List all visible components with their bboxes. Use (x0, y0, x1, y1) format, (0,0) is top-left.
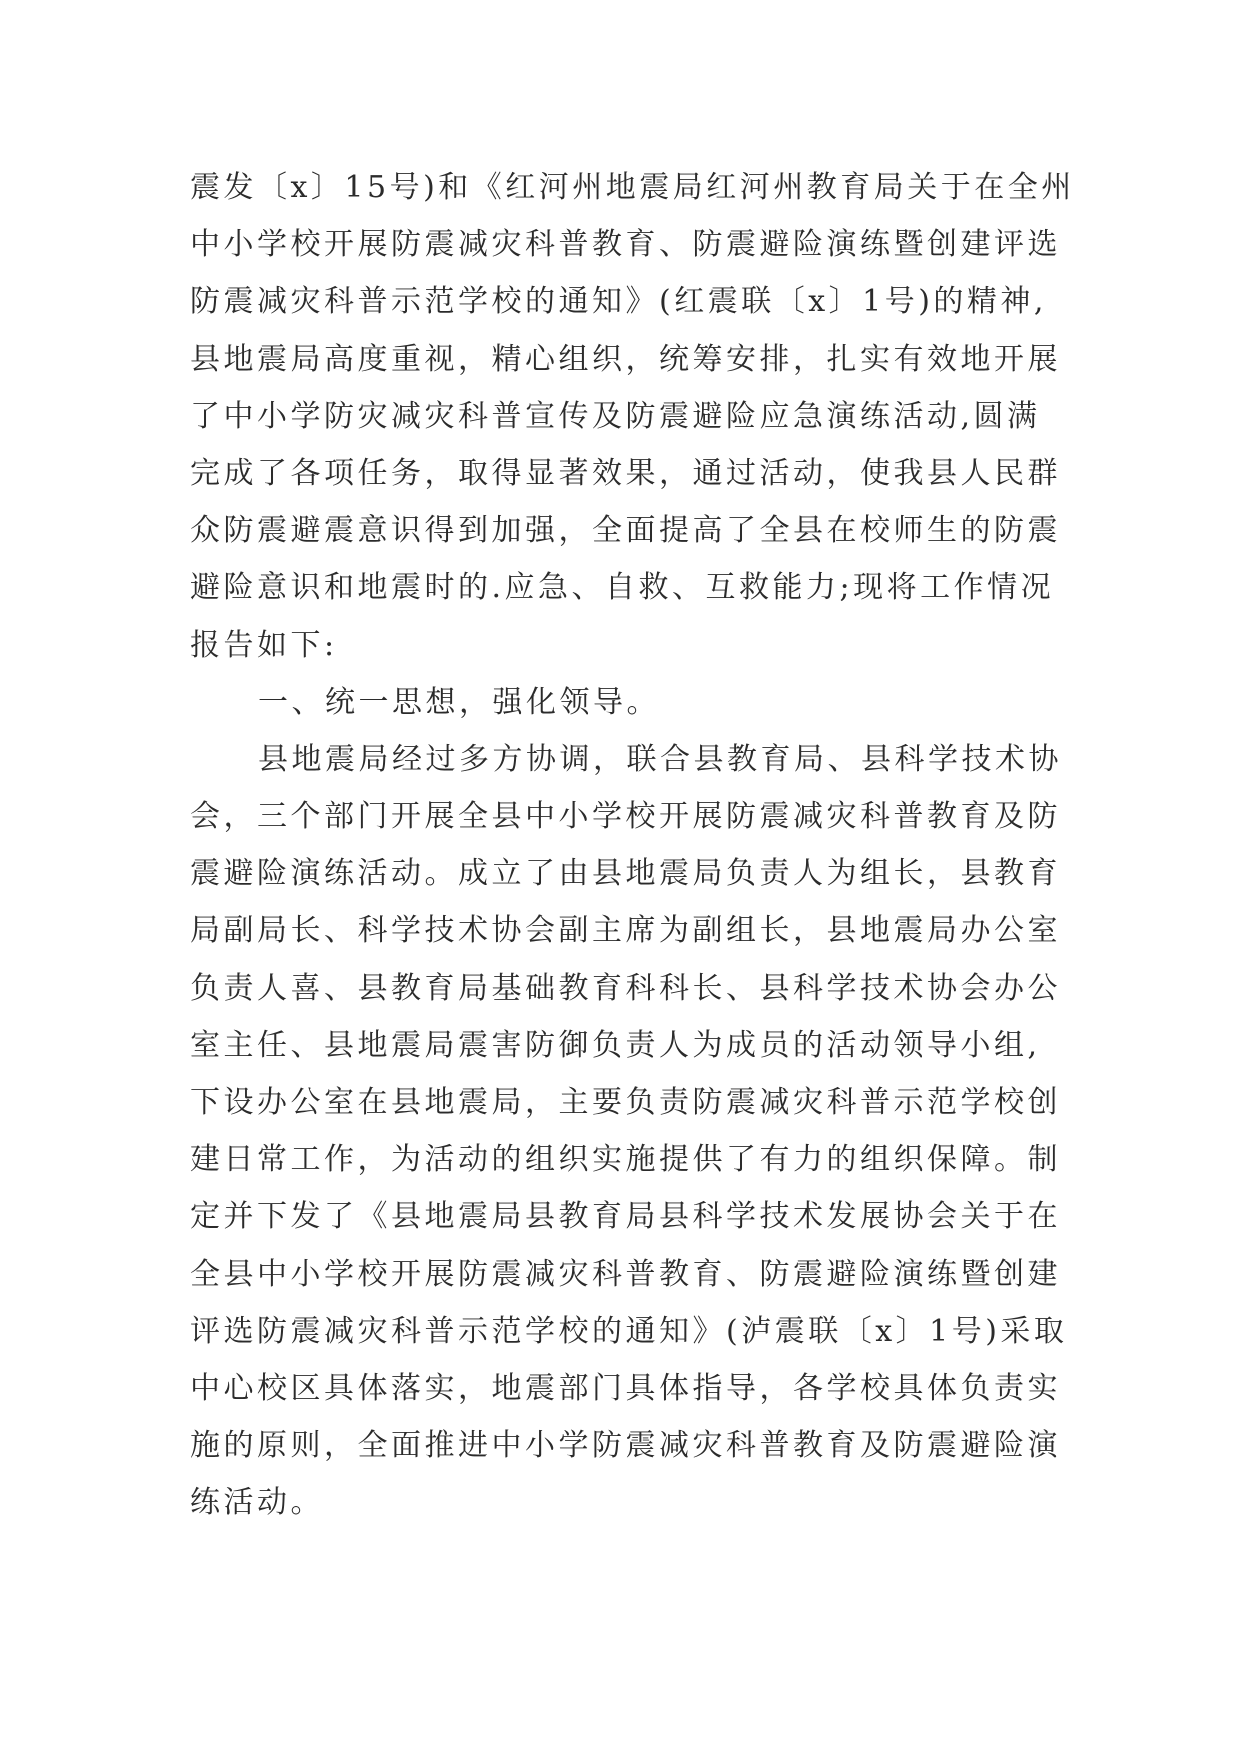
paragraph-start: 县地震局经过多方协调，联合县教育局、县科学技术协 (258, 741, 1062, 777)
text-line: 防震减灾科普示范学校的通知》(红震联〔x〕1号)的精神, (190, 284, 1047, 320)
text-line: 避险意识和地震时的.应急、自救、互救能力;现将工作情况 (190, 570, 1055, 606)
document-body (190, 159, 1075, 1532)
text-line: 县地震局高度重视，精心组织，统筹安排，扎实有效地开展 (190, 341, 1061, 377)
text-line: 练活动。 (190, 1485, 324, 1521)
text-line: 建日常工作，为活动的组织实施提供了有力的组织保障。制 (190, 1142, 1061, 1178)
text-line: 全县中小学校开展防震减灾科普教育、防震避险演练暨创建 (190, 1256, 1061, 1292)
text-line: 定并下发了《县地震局县教育局县科学技术发展协会关于在 (190, 1199, 1061, 1235)
text-line: 下设办公室在县地震局，主要负责防震减灾科普示范学校创 (190, 1085, 1061, 1120)
text-line: 报告如下: (190, 627, 338, 663)
section-heading: 一、统一思想，强化领导。 (258, 684, 660, 720)
text-line: 中心校区具体落实，地震部门具体指导，各学校具体负责实 (190, 1370, 1061, 1406)
text-line: 震发〔x〕15号)和《红河州地震局红河州教育局关于在全州 (190, 170, 1075, 205)
text-line: 了中小学防灾减灾科普宣传及防震避险应急演练活动,圆满 (190, 398, 1041, 434)
text-line: 会，三个部门开展全县中小学校开展防震减灾科普教育及防 (190, 799, 1061, 835)
text-line: 完成了各项任务，取得显著效果，通过活动，使我县人民群 (190, 455, 1061, 491)
text-line: 震避险演练活动。成立了由县地震局负责人为组长，县教育 (190, 856, 1061, 892)
text-line: 施的原则，全面推进中小学防震减灾科普教育及防震避险演 (190, 1428, 1061, 1464)
text-line: 中小学校开展防震减灾科普教育、防震避险演练暨创建评选 (190, 227, 1061, 263)
text-line: 众防震避震意识得到加强，全面提高了全县在校师生的防震 (190, 513, 1061, 549)
text-line: 负责人喜、县教育局基础教育科科长、县科学技术协会办公 (190, 970, 1061, 1006)
text-line: 评选防震减灾科普示范学校的通知》(泸震联〔x〕1号)采取 (190, 1313, 1068, 1349)
text-line: 局副局长、科学技术协会副主席为副组长，县地震局办公室 (190, 913, 1061, 949)
text-line: 室主任、县地震局震害防御负责人为成员的活动领导小组, (190, 1027, 1041, 1063)
